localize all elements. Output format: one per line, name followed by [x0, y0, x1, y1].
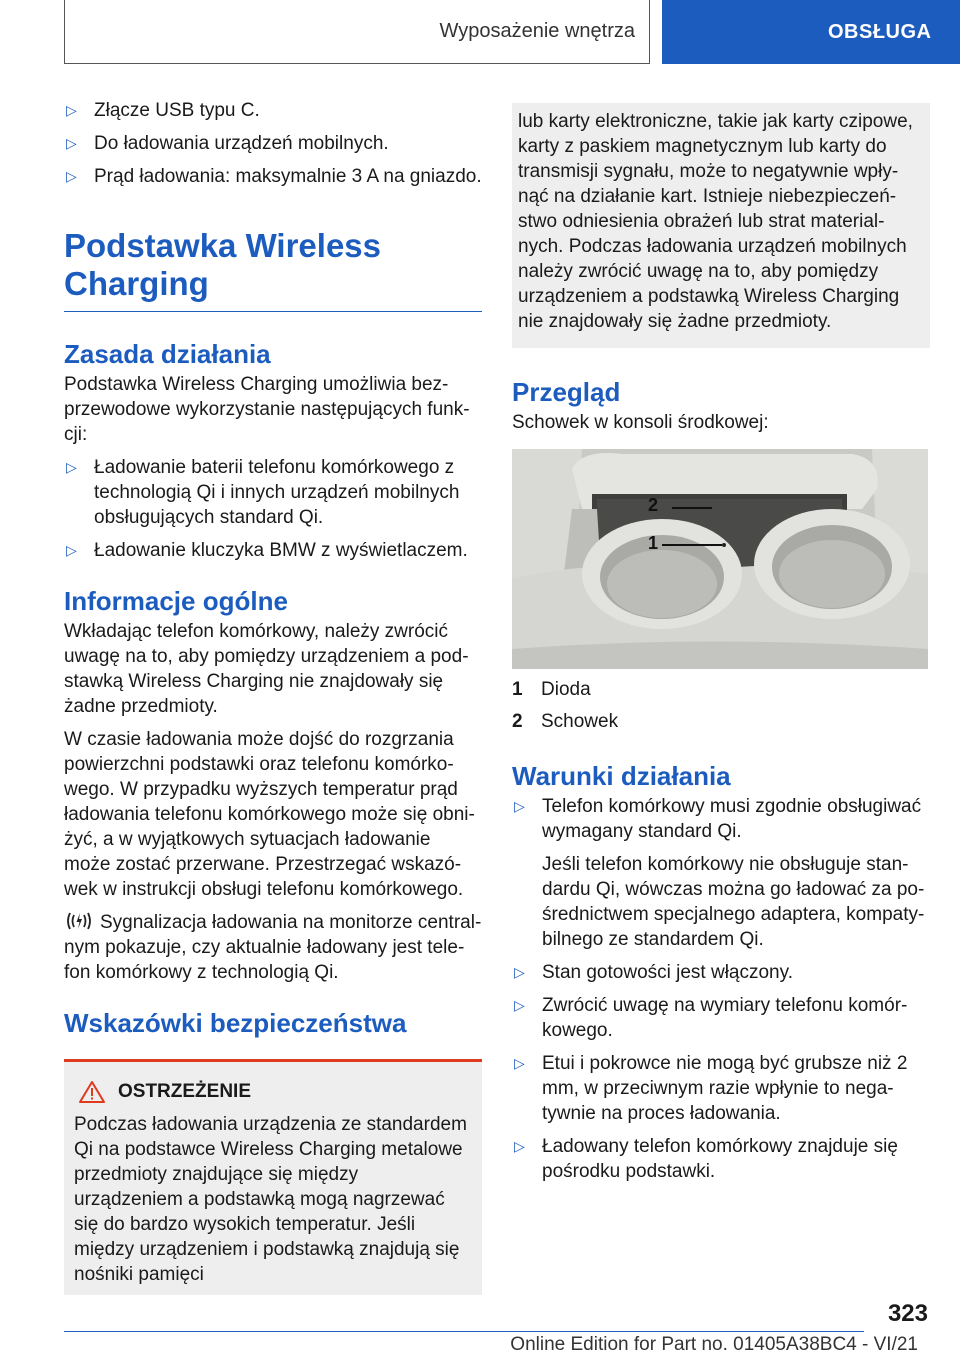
- footer-divider: [64, 1331, 864, 1332]
- warning-box-continued: [512, 103, 930, 348]
- principle-text: Podstawka Wireless Charging umożliwia bezprzewodowe wykorzystanie następujących funkcji:: [64, 374, 470, 445]
- warning-text-continued: lub karty elektroniczne, takie jak karty czipowe, karty z paskiem magnetycznym lub karty do transmisji sygnału, może to negatywnie wpłynąć na działanie kart. Istnieje niebezpieczeństwo odniesienia obrażeń lub strat materialnych. Podczas ładowania urządzeń mobilnych należy zwrócić uwagę na to, aby pomiędzy urządzeniem a podstawką Wireless Charging nie znajdowały się żadne przedmioty.: [518, 111, 913, 332]
- warning-triangle-icon: [78, 1080, 106, 1104]
- console-storage-figure: [512, 449, 928, 669]
- triangle-right-icon: ▷: [514, 997, 525, 1013]
- list-item: ▷ Do ładowania urządzeń mobilnych.: [66, 133, 389, 154]
- list-item: ▷ Zwrócić uwagę na wymiary telefonu komórkowego.: [514, 995, 908, 1041]
- figure-label-2: 2: [648, 495, 659, 515]
- principle-heading: Zasada działania: [64, 339, 271, 369]
- list-item: ▷ Ładowany telefon komórkowy znajduje się pośrodku podstawki.: [514, 1136, 898, 1182]
- figure-label-1: 1: [648, 533, 659, 553]
- page-title: Podstawka Wireless Charging: [64, 227, 482, 312]
- left-column: [64, 98, 482, 1295]
- page-header: [0, 0, 960, 66]
- list-item: ▷ Ładowanie kluczyka BMW z wyświetlaczem.: [66, 540, 468, 561]
- list-item: ▷ Etui i pokrowce nie mogą być grubsze niż 2 mm, w przeciwnym razie wpłynie to negatywnie na proces ładowania.: [514, 1053, 908, 1124]
- list-item: ▷ Ładowanie baterii telefonu komórkowego z technologią Qi i innych urządzeń mobilnych obsługujących standard Qi.: [66, 457, 460, 528]
- warning-box: [64, 1059, 482, 1295]
- list-item: ▷ Stan gotowości jest włączony.: [514, 962, 793, 983]
- triangle-right-icon: ▷: [66, 168, 77, 184]
- triangle-right-icon: ▷: [514, 1055, 525, 1071]
- triangle-right-icon: ▷: [514, 798, 525, 814]
- legend-item: 2 Schowek: [512, 711, 619, 732]
- legend-item: 1 Dioda: [512, 679, 591, 700]
- footer-edition: Online Edition for Part no. 01405A38BC4 - VI/21: [510, 1334, 918, 1355]
- overview-text: Schowek w konsoli środkowej:: [512, 412, 769, 433]
- triangle-right-icon: ▷: [66, 135, 77, 151]
- triangle-right-icon: ▷: [66, 102, 77, 118]
- general-heading: Informacje ogólne: [64, 586, 288, 616]
- warning-title: OSTRZEŻENIE: [118, 1081, 252, 1102]
- general-paragraph-1: Wkładając telefon komórkowy, należy zwrócić uwagę na to, aby pomiędzy urządzeniem a podstawką Wireless Charging nie znajdowały się żadne przedmioty.: [64, 621, 469, 717]
- triangle-right-icon: ▷: [514, 1138, 525, 1154]
- wireless-charging-icon: [64, 910, 94, 932]
- conditions-heading: Warunki działania: [512, 761, 731, 791]
- safety-heading: Wskazówki bezpieczeństwa: [64, 1008, 407, 1038]
- list-item: ▷ Złącze USB typu C.: [66, 100, 260, 121]
- triangle-right-icon: ▷: [514, 964, 525, 980]
- overview-heading: Przegląd: [512, 377, 621, 407]
- general-paragraph-2: W czasie ładowania może dojść do rozgrzania powierzchni podstawki oraz telefonu komórkowego. W przypadku wyższych temperatur prąd ładowania telefonu komórkowego może się obniżyć, a w wyjątkowych sytuacjach ładowanie może zostać przerwane. Przestrzegać wskazówek w instrukcji obsługi telefonu komórkowego.: [64, 729, 475, 900]
- page-number: 323: [887, 1300, 928, 1327]
- general-paragraph-3: Sygnalizacja ładowania na monitorze centralnym pokazuje, czy aktualnie ładowany jest telefon komórkowy z technologią Qi.: [64, 912, 482, 983]
- triangle-right-icon: ▷: [66, 459, 77, 475]
- warning-text: Podczas ładowania urządzenia ze standardem Qi na podstawce Wireless Charging metalowe przedmioty znajdujące się między urządzeniem a podstawką mogą nagrzewać się do bardzo wysokich temperatur. Jeśli między urządzeniem i podstawką znajdują się nośniki pamięci: [74, 1114, 467, 1285]
- triangle-right-icon: ▷: [66, 542, 77, 558]
- list-item: ▷ Prąd ładowania: maksymalnie 3 A na gniazdo.: [66, 166, 482, 187]
- console-illustration: [512, 449, 928, 669]
- right-column: [512, 103, 930, 1192]
- chapter-tab: OBSŁUGA: [662, 0, 960, 64]
- list-item: ▷ Telefon komórkowy musi zgodnie obsługiwać wymagany standard Qi. Jeśli telefon komórkowy nie obsługuje standardu Qi, wówczas można go ładować za pośrednictwem specjalnego adaptera, kompatybilnego ze standardem Qi.: [514, 796, 925, 950]
- section-title: Wyposażenie wnętrza: [64, 0, 650, 64]
